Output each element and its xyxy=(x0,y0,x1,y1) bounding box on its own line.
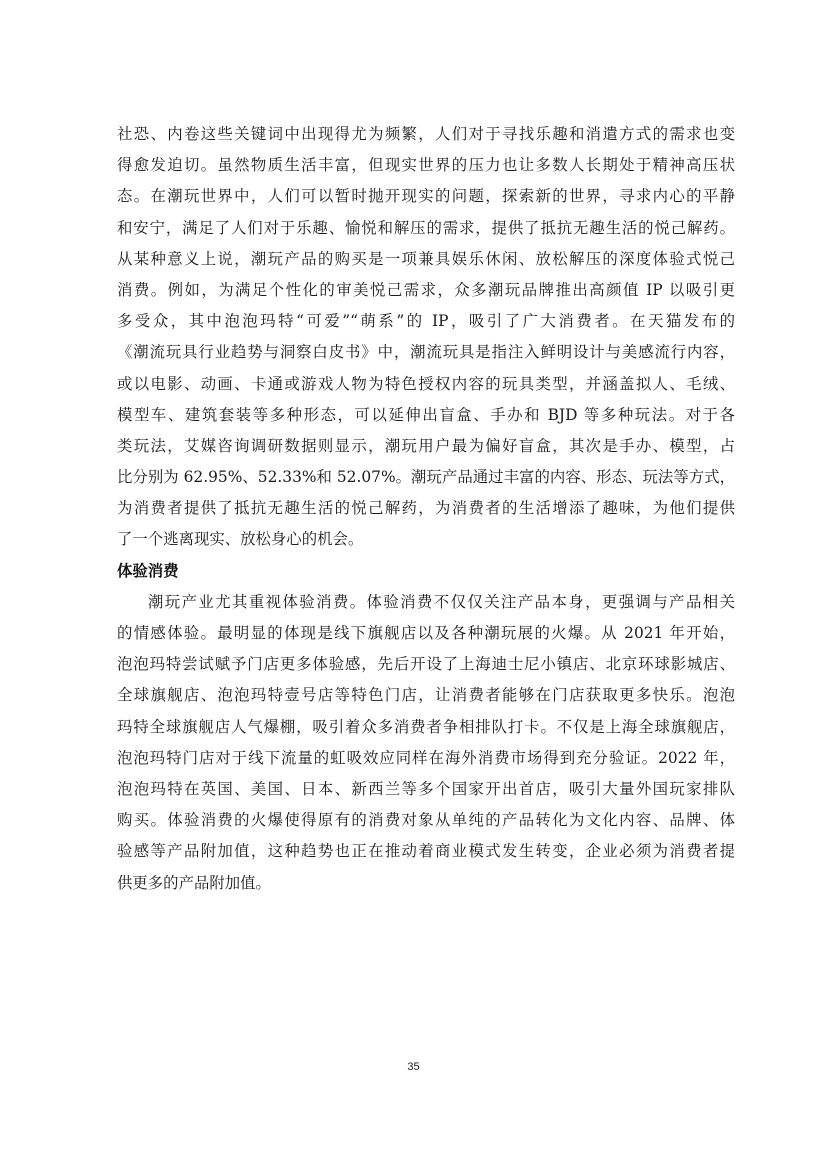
text-line: 模型车、建筑套装等多种形态，可以延伸出盲盒、手办和 BJD 等多种玩法。对于各 xyxy=(117,405,735,424)
page-content xyxy=(117,119,735,899)
text-line: 多受众，其中泡泡玛特“可爱”“萌系”的 IP，吸引了广大消费者。在天猫发布的 xyxy=(117,312,735,331)
text-line: 比分别为 62.95%、52.33%和 52.07%。潮玩产品通过丰富的内容、形态、玩法等方式， xyxy=(117,468,735,487)
text-line: 态。在潮玩世界中，人们可以暂时抛开现实的问题，探索新的世界，寻求内心的平静 xyxy=(117,187,735,206)
text-line-last: 了一个逃离现实、放松身心的机会。 xyxy=(117,530,364,549)
text-line: 的情感体验。最明显的体现是线下旗舰店以及各种潮玩展的火爆。从 2021 年开始， xyxy=(117,624,735,642)
text-line: 和安宁，满足了人们对于乐趣、愉悦和解压的需求，提供了抵抗无趣生活的悦己解药。 xyxy=(117,218,735,237)
text-line: 从某种意义上说，潮玩产品的购买是一项兼具娱乐休闲、放松解压的深度体验式悦己 xyxy=(117,249,735,268)
paragraph-trendy-toys-relief xyxy=(117,119,735,556)
text-line: 类玩法，艾媒咨询调研数据则显示，潮玩用户最为偏好盲盒，其次是手办、模型，占 xyxy=(117,436,735,455)
text-line: 全球旗舰店、泡泡玛特壹号店等特色门店，让消费者能够在门店获取更多快乐。泡泡 xyxy=(117,686,735,705)
text-line: 玛特全球旗舰店人气爆棚，吸引着众多消费者争相排队打卡。不仅是上海全球旗舰店， xyxy=(117,717,735,736)
text-line: 《潮流玩具行业趋势与洞察白皮书》中，潮流玩具是指注入鲜明设计与美感流行内容， xyxy=(117,343,735,362)
text-line: 或以电影、动画、卡通或游戏人物为特色授权内容的玩具类型，并涵盖拟人、毛绒、 xyxy=(117,374,735,393)
text-line: 社恐、内卷这些关键词中出现得尤为频繁，人们对于寻找乐趣和消遣方式的需求也变 xyxy=(117,125,735,143)
text-line: 为消费者提供了抵抗无趣生活的悦己解药，为消费者的生活增添了趣味，为他们提供 xyxy=(117,499,735,518)
paragraph-experience-consumption xyxy=(117,587,735,899)
section-heading: 体验消费 xyxy=(117,561,179,580)
text-line-last: 供更多的产品附加值。 xyxy=(117,873,271,892)
text-line: 泡泡玛特在英国、美国、日本、新西兰等多个国家开出首店，吸引大量外国玩家排队 xyxy=(117,779,735,798)
text-line: 得愈发迫切。虽然物质生活丰富，但现实世界的压力也让多数人长期处于精神高压状 xyxy=(117,156,735,175)
text-line: 购买。体验消费的火爆使得原有的消费对象从单纯的产品转化为文化内容、品牌、体 xyxy=(117,811,735,830)
text-line: 验感等产品附加值，这种趋势也正在推动着商业模式发生转变，企业必须为消费者提 xyxy=(117,842,735,861)
text-line: 泡泡玛特门店对于线下流量的虹吸效应同样在海外消费市场得到充分验证。2022 年， xyxy=(117,748,735,767)
text-line-indented: 潮玩产业尤其重视体验消费。体验消费不仅仅关注产品本身，更强调与产品相关 xyxy=(148,592,735,611)
page-number: 35 xyxy=(407,1061,420,1073)
text-line: 泡泡玛特尝试赋予门店更多体验感，先后开设了上海迪士尼小镇店、北京环球影城店、 xyxy=(117,655,735,674)
text-line: 消费。例如，为满足个性化的审美悦己需求，众多潮玩品牌推出高颜值 IP 以吸引更 xyxy=(117,280,735,299)
